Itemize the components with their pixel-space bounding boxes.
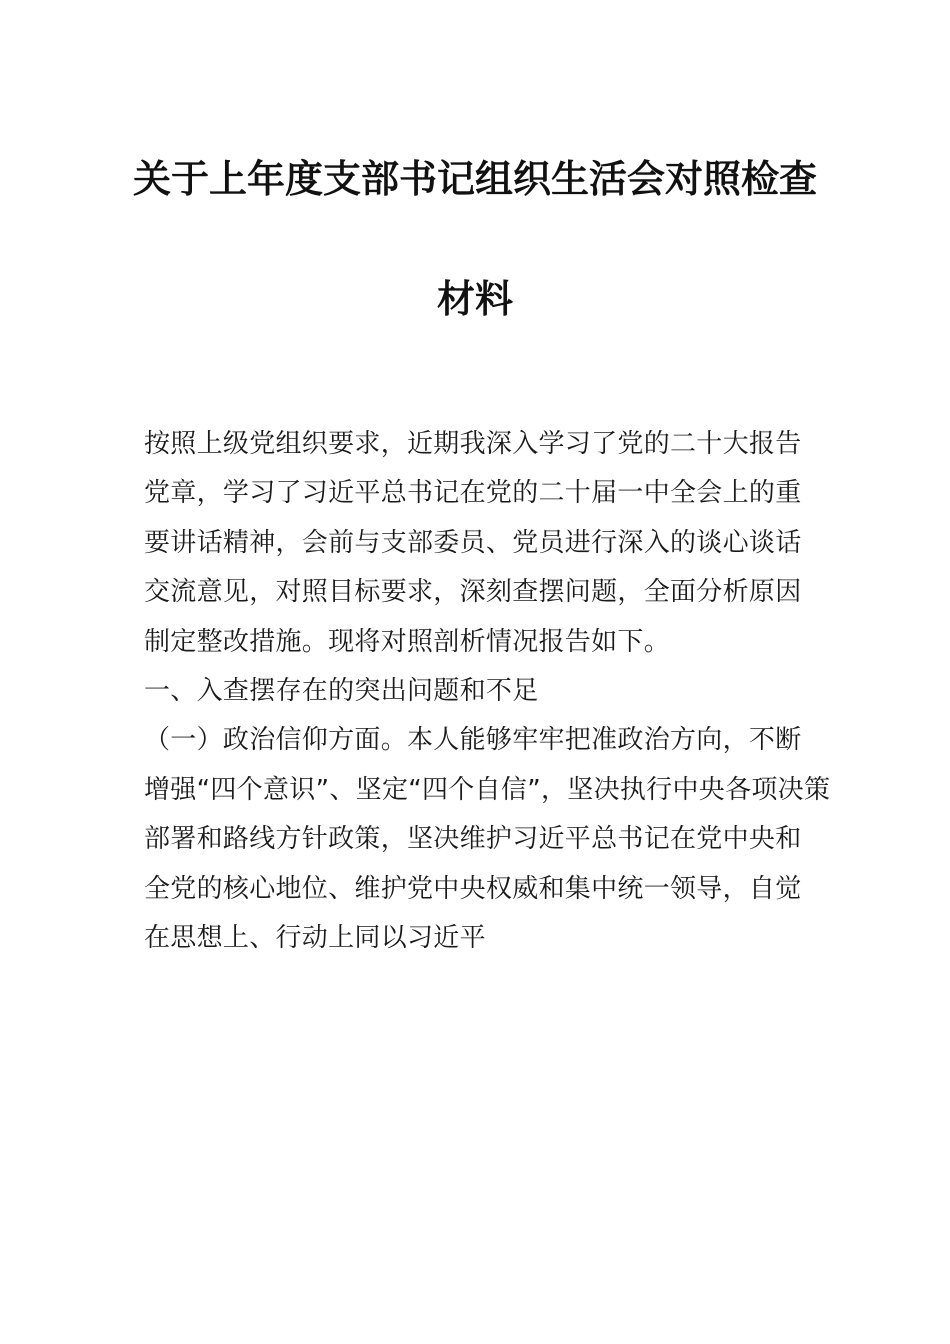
body-line: 按照上级党组织要求，近期我深入学习了党的二十大报告	[144, 429, 802, 459]
body-line: 全党的核心地位、维护党中央权威和集中统一领导，自觉	[144, 873, 802, 904]
body-line: 在思想上、行动上同以习近平	[144, 922, 486, 953]
body-line: （一）政治信仰方面。本人能够牢牢把准政治方向，不断	[144, 725, 802, 756]
document-title-line-2: 材料	[436, 277, 513, 321]
body-line: 交流意见，对照目标要求，深刻查摆问题，全面分析原因	[144, 577, 802, 608]
document-title-line-1: 关于上年度支部书记组织生活会对照检查	[132, 157, 817, 201]
body-line: 制定整改措施。现将对照剖析情况报告如下。	[144, 626, 671, 657]
body-line: 党章，学习了习近平总书记在党的二十届一中全会上的重	[144, 478, 802, 509]
body-line: 要讲话精神，会前与支部委员、党员进行深入的谈心谈话	[144, 527, 802, 558]
body-line: 部署和路线方针政策，坚决维护习近平总书记在党中央和	[144, 824, 802, 855]
document-body	[144, 420, 831, 963]
body-line: 增强“四个意识”、坚定“四个自信”，坚决执行中央各项决策	[144, 774, 831, 805]
section-heading: 一、入查摆存在的突出问题和不足	[144, 675, 539, 706]
